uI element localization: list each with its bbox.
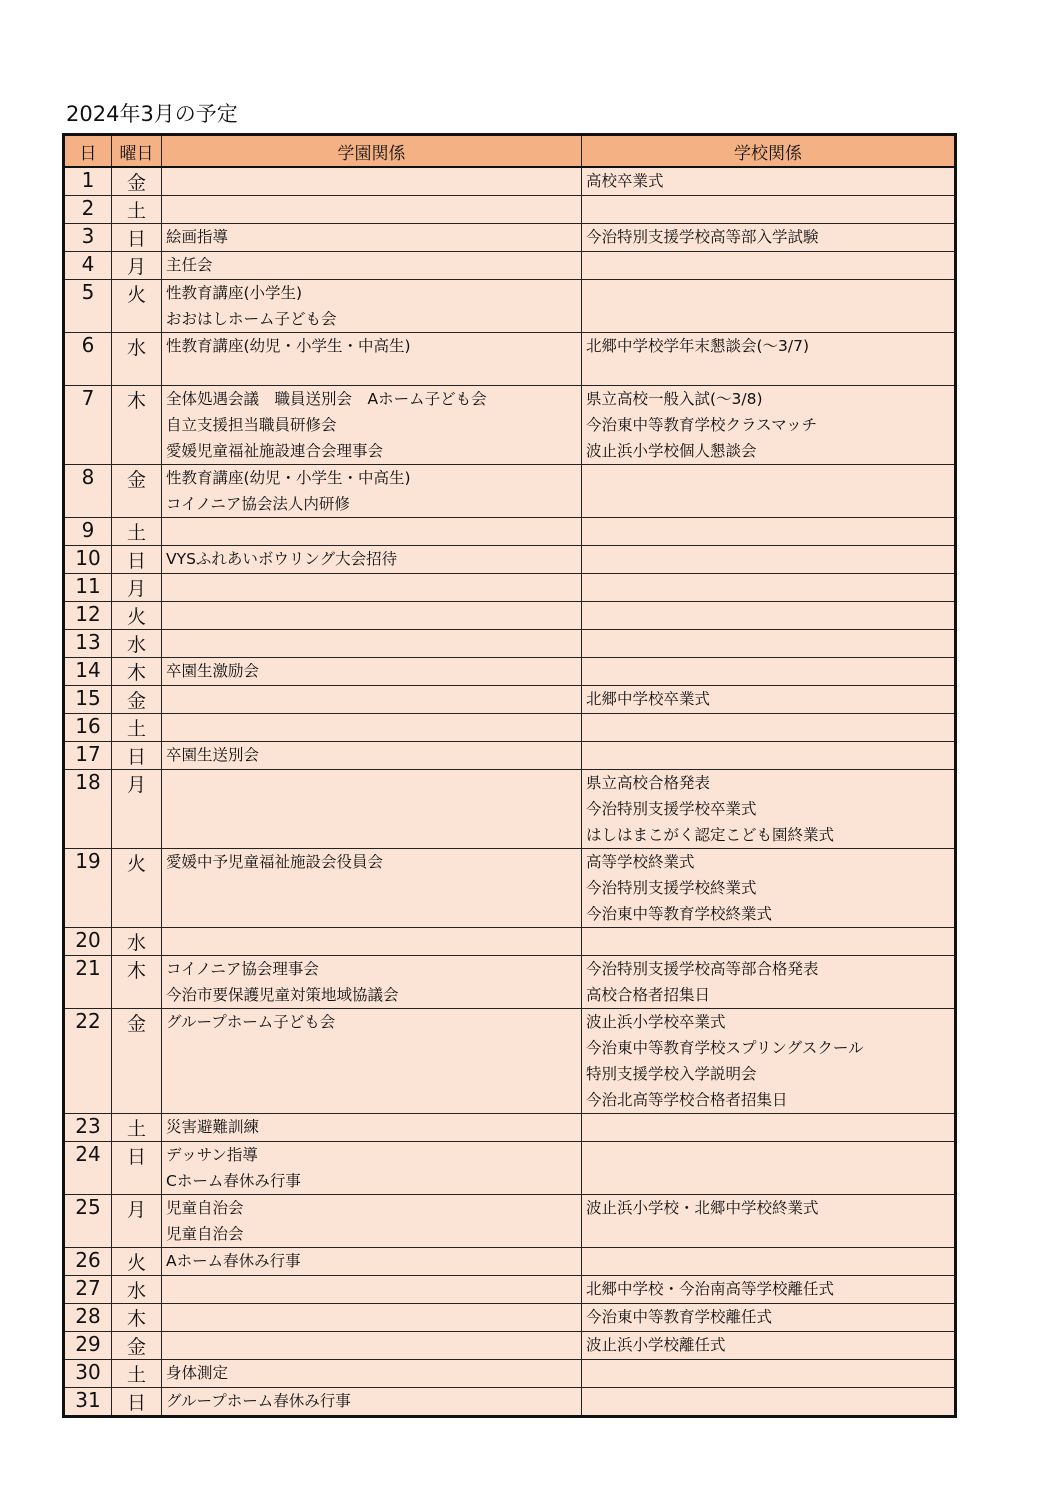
- header-gakuen: 学園関係: [162, 135, 582, 168]
- schedule-table: [62, 133, 957, 1418]
- day-cell: 7: [64, 386, 112, 465]
- school-entry: はしはまこがく認定こども園終業式: [586, 826, 835, 844]
- gakuen-entry: 性教育講座(幼児・小学生・中高生): [166, 337, 411, 355]
- gakuen-entry: 卒園生送別会: [166, 746, 260, 764]
- day-cell: 13: [64, 630, 112, 658]
- weekday-cell: 月: [112, 574, 162, 602]
- weekday-cell: 金: [112, 1332, 162, 1360]
- weekday-cell: 火: [112, 1248, 162, 1276]
- school-entry: 今治東中等教育学校クラスマッチ: [586, 416, 818, 434]
- gakuen-entry: Cホーム春休み行事: [166, 1172, 301, 1190]
- school-cell: [582, 928, 956, 956]
- gakuen-entry: 全体処遇会議 職員送別会 Aホーム子ども会: [166, 390, 487, 408]
- day-cell: 11: [64, 574, 112, 602]
- gakuen-cell: [162, 167, 582, 196]
- table-row: [64, 224, 956, 252]
- day-cell: 2: [64, 196, 112, 224]
- gakuen-entry: 主任会: [166, 256, 213, 274]
- gakuen-cell: [162, 386, 582, 465]
- weekday-cell: 木: [112, 658, 162, 686]
- table-row: [64, 770, 956, 849]
- table-row: [64, 252, 956, 280]
- table-row: [64, 1009, 956, 1114]
- school-cell: [582, 686, 956, 714]
- table-row: [64, 658, 956, 686]
- school-entry: 北郷中学校・今治南高等学校離任式: [586, 1280, 835, 1298]
- table-row: [64, 333, 956, 386]
- day-cell: 28: [64, 1304, 112, 1332]
- school-entry: 波止浜小学校卒業式: [586, 1013, 726, 1031]
- weekday-cell: 金: [112, 686, 162, 714]
- gakuen-cell: [162, 1248, 582, 1276]
- gakuen-entry: 性教育講座(幼児・小学生・中高生): [166, 469, 411, 487]
- day-cell: 10: [64, 546, 112, 574]
- table-row: [64, 849, 956, 928]
- day-cell: 19: [64, 849, 112, 928]
- weekday-cell: 火: [112, 602, 162, 630]
- table-row: [64, 630, 956, 658]
- table-row: [64, 714, 956, 742]
- weekday-cell: 月: [112, 252, 162, 280]
- school-cell: [582, 280, 956, 333]
- day-cell: 21: [64, 956, 112, 1009]
- school-entry: 北郷中学校学年末懇談会(～3/7): [586, 337, 810, 355]
- day-cell: 18: [64, 770, 112, 849]
- weekday-cell: 金: [112, 167, 162, 196]
- table-row: [64, 574, 956, 602]
- school-entry: 波止浜小学校離任式: [586, 1336, 726, 1354]
- gakuen-cell: [162, 280, 582, 333]
- day-cell: 6: [64, 333, 112, 386]
- gakuen-cell: [162, 1114, 582, 1142]
- school-cell: [582, 252, 956, 280]
- gakuen-entry: 卒園生激励会: [166, 662, 260, 680]
- day-cell: 20: [64, 928, 112, 956]
- school-entry: 県立高校合格発表: [586, 774, 711, 792]
- weekday-cell: 日: [112, 742, 162, 770]
- gakuen-cell: [162, 333, 582, 386]
- table-row: [64, 280, 956, 333]
- school-cell: [582, 1142, 956, 1195]
- school-cell: [582, 1009, 956, 1114]
- gakuen-cell: [162, 1276, 582, 1304]
- weekday-cell: 火: [112, 280, 162, 333]
- school-cell: [582, 465, 956, 518]
- day-cell: 1: [64, 167, 112, 196]
- school-entry: 今治特別支援学校高等部入学試験: [586, 228, 819, 246]
- day-cell: 31: [64, 1388, 112, 1417]
- weekday-cell: 水: [112, 1276, 162, 1304]
- gakuen-cell: [162, 686, 582, 714]
- table-row: [64, 1114, 956, 1142]
- school-entry: 特別支援学校入学説明会: [586, 1065, 757, 1083]
- gakuen-cell: [162, 956, 582, 1009]
- gakuen-entry: [162, 901, 581, 927]
- school-entry: 今治特別支援学校終業式: [586, 879, 757, 897]
- weekday-cell: 水: [112, 928, 162, 956]
- gakuen-entry: [162, 770, 581, 796]
- table-row: [64, 602, 956, 630]
- weekday-cell: 水: [112, 333, 162, 386]
- table-row: [64, 686, 956, 714]
- gakuen-cell: [162, 658, 582, 686]
- school-entry: 今治北高等学校合格者招集日: [586, 1091, 788, 1109]
- gakuen-entry: 性教育講座(小学生): [166, 284, 303, 302]
- school-entry: 高等学校終業式: [586, 853, 695, 871]
- school-cell: [582, 714, 956, 742]
- gakuen-cell: [162, 574, 582, 602]
- day-cell: 17: [64, 742, 112, 770]
- school-entry: 今治特別支援学校卒業式: [586, 800, 757, 818]
- gakuen-cell: [162, 1195, 582, 1248]
- table-row: [64, 1195, 956, 1248]
- gakuen-entry: [162, 1087, 581, 1113]
- table-row: [64, 386, 956, 465]
- table-row: [64, 518, 956, 546]
- day-cell: 25: [64, 1195, 112, 1248]
- school-cell: [582, 386, 956, 465]
- weekday-cell: 木: [112, 1304, 162, 1332]
- day-cell: 27: [64, 1276, 112, 1304]
- day-cell: 3: [64, 224, 112, 252]
- day-cell: 5: [64, 280, 112, 333]
- gakuen-cell: [162, 630, 582, 658]
- day-cell: 14: [64, 658, 112, 686]
- weekday-cell: 水: [112, 630, 162, 658]
- gakuen-cell: [162, 1304, 582, 1332]
- table-row: [64, 167, 956, 196]
- day-cell: 9: [64, 518, 112, 546]
- gakuen-cell: [162, 546, 582, 574]
- day-cell: 26: [64, 1248, 112, 1276]
- school-entry: 高校卒業式: [586, 172, 664, 190]
- gakuen-entry: [162, 1035, 581, 1061]
- header-day: 日: [64, 135, 112, 168]
- gakuen-entry: [162, 359, 581, 385]
- gakuen-entry: [162, 822, 581, 848]
- school-cell: [582, 658, 956, 686]
- weekday-cell: 土: [112, 196, 162, 224]
- school-cell: [582, 167, 956, 196]
- school-cell: [582, 849, 956, 928]
- table-row: [64, 1276, 956, 1304]
- school-cell: [582, 742, 956, 770]
- gakuen-cell: [162, 1009, 582, 1114]
- weekday-cell: 木: [112, 956, 162, 1009]
- school-entry: 波止浜小学校・北郷中学校終業式: [586, 1199, 819, 1217]
- school-cell: [582, 1388, 956, 1417]
- header-school: 学校関係: [582, 135, 956, 168]
- gakuen-cell: [162, 224, 582, 252]
- weekday-cell: 月: [112, 1195, 162, 1248]
- weekday-cell: 月: [112, 770, 162, 849]
- gakuen-entry: VYSふれあいボウリング大会招待: [166, 550, 398, 568]
- gakuen-entry: グループホーム子ども会: [166, 1013, 336, 1031]
- gakuen-entry: おおはしホーム子ども会: [166, 310, 337, 328]
- gakuen-cell: [162, 1360, 582, 1388]
- gakuen-entry: Aホーム春休み行事: [166, 1252, 301, 1270]
- weekday-cell: 土: [112, 1114, 162, 1142]
- table-row: [64, 1332, 956, 1360]
- school-entry: 県立高校一般入試(～3/8): [586, 390, 763, 408]
- school-cell: [582, 196, 956, 224]
- table-row: [64, 546, 956, 574]
- gakuen-cell: [162, 742, 582, 770]
- gakuen-cell: [162, 1142, 582, 1195]
- gakuen-cell: [162, 928, 582, 956]
- day-cell: 4: [64, 252, 112, 280]
- school-cell: [582, 546, 956, 574]
- gakuen-entry: [162, 875, 581, 901]
- table-row: [64, 1360, 956, 1388]
- day-cell: 30: [64, 1360, 112, 1388]
- gakuen-cell: [162, 849, 582, 928]
- school-entry: 今治東中等教育学校離任式: [586, 1308, 773, 1326]
- school-cell: [582, 602, 956, 630]
- school-entry: 北郷中学校卒業式: [586, 690, 711, 708]
- weekday-cell: 日: [112, 224, 162, 252]
- gakuen-entry: 絵画指導: [166, 228, 229, 246]
- school-cell: [582, 1114, 956, 1142]
- day-cell: 23: [64, 1114, 112, 1142]
- table-row: [64, 956, 956, 1009]
- table-row: [64, 1142, 956, 1195]
- gakuen-entry: 災害避難訓練: [166, 1118, 260, 1136]
- gakuen-entry: 自立支援担当職員研修会: [166, 416, 337, 434]
- school-cell: [582, 518, 956, 546]
- weekday-cell: 日: [112, 1388, 162, 1417]
- page-title: 2024年3月の予定: [66, 102, 238, 126]
- school-cell: [582, 770, 956, 849]
- school-cell: [582, 1360, 956, 1388]
- table-row: [64, 928, 956, 956]
- table-row: [64, 1304, 956, 1332]
- table-row: [64, 1248, 956, 1276]
- gakuen-entry: 児童自治会: [166, 1225, 244, 1243]
- gakuen-entry: デッサン指導: [166, 1146, 258, 1164]
- school-cell: [582, 574, 956, 602]
- weekday-cell: 火: [112, 849, 162, 928]
- schedule-body: [64, 167, 956, 1417]
- school-cell: [582, 1195, 956, 1248]
- school-entry: 今治東中等教育学校終業式: [586, 905, 773, 923]
- gakuen-cell: [162, 1388, 582, 1417]
- school-cell: [582, 224, 956, 252]
- gakuen-entry: 身体測定: [166, 1364, 229, 1382]
- weekday-cell: 木: [112, 386, 162, 465]
- day-cell: 15: [64, 686, 112, 714]
- day-cell: 16: [64, 714, 112, 742]
- school-cell: [582, 630, 956, 658]
- gakuen-entry: 愛媛中予児童福祉施設会役員会: [166, 853, 384, 871]
- gakuen-cell: [162, 196, 582, 224]
- table-row: [64, 196, 956, 224]
- gakuen-cell: [162, 714, 582, 742]
- gakuen-cell: [162, 252, 582, 280]
- gakuen-cell: [162, 770, 582, 849]
- school-entry: 高校合格者招集日: [586, 986, 711, 1004]
- school-cell: [582, 333, 956, 386]
- gakuen-entry: コイノニア協会法人内研修: [166, 495, 350, 513]
- table-row: [64, 465, 956, 518]
- gakuen-entry: コイノニア協会理事会: [166, 960, 319, 978]
- weekday-cell: 土: [112, 518, 162, 546]
- gakuen-entry: [162, 1061, 581, 1087]
- header-weekday: 曜日: [112, 135, 162, 168]
- weekday-cell: 日: [112, 1142, 162, 1195]
- gakuen-entry: [162, 796, 581, 822]
- day-cell: 24: [64, 1142, 112, 1195]
- day-cell: 29: [64, 1332, 112, 1360]
- school-cell: [582, 1304, 956, 1332]
- gakuen-cell: [162, 465, 582, 518]
- gakuen-entry: 児童自治会: [166, 1199, 244, 1217]
- gakuen-entry: 愛媛児童福祉施設連合会理事会: [166, 442, 384, 460]
- school-cell: [582, 1332, 956, 1360]
- table-row: [64, 1388, 956, 1417]
- header-row: [64, 135, 956, 168]
- school-entry: 今治東中等教育学校スプリングスクール: [586, 1039, 864, 1057]
- school-entry: 波止浜小学校個人懇談会: [586, 442, 757, 460]
- weekday-cell: 土: [112, 714, 162, 742]
- day-cell: 8: [64, 465, 112, 518]
- school-cell: [582, 1248, 956, 1276]
- day-cell: 12: [64, 602, 112, 630]
- gakuen-cell: [162, 602, 582, 630]
- gakuen-cell: [162, 518, 582, 546]
- day-cell: 22: [64, 1009, 112, 1114]
- school-cell: [582, 1276, 956, 1304]
- gakuen-cell: [162, 1332, 582, 1360]
- weekday-cell: 土: [112, 1360, 162, 1388]
- weekday-cell: 日: [112, 546, 162, 574]
- weekday-cell: 金: [112, 465, 162, 518]
- gakuen-entry: 今治市要保護児童対策地域協議会: [166, 986, 399, 1004]
- school-cell: [582, 956, 956, 1009]
- gakuen-entry: グループホーム春休み行事: [166, 1392, 351, 1410]
- school-entry: 今治特別支援学校高等部合格発表: [586, 960, 819, 978]
- weekday-cell: 金: [112, 1009, 162, 1114]
- table-row: [64, 742, 956, 770]
